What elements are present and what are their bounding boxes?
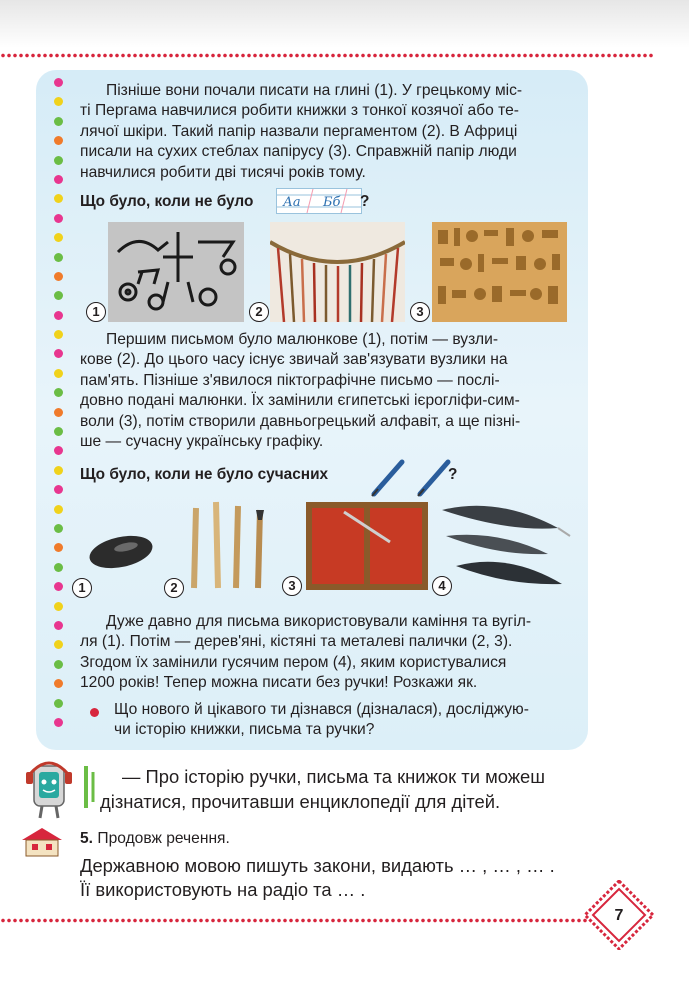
decorative-dot (54, 136, 63, 145)
exercise-text (80, 854, 555, 902)
para-line: Пізніше вони почали писати на глині (1). У грецькому міс- (106, 82, 523, 99)
copybook-icon (276, 188, 362, 214)
dot-column (54, 78, 66, 737)
exercise-number: 5. (80, 830, 94, 847)
decorative-dot (54, 427, 63, 436)
petroglyph-drawing (108, 222, 244, 322)
decorative-dot (54, 369, 63, 378)
page-number: 7 (614, 907, 624, 924)
heading-question-mark: ? (360, 193, 370, 210)
svg-text:Бб: Бб (323, 195, 341, 210)
decorative-dot (54, 446, 63, 455)
decorative-dot (54, 175, 63, 184)
para-line: ше — сучасну українську графіку. (80, 433, 324, 451)
sticks-image (182, 498, 272, 590)
decorative-dot (54, 253, 63, 262)
hieroglyphs-drawing (432, 222, 567, 322)
hieroglyphs-image (432, 222, 567, 322)
decorative-dot (54, 582, 63, 591)
decorative-dot (54, 466, 63, 475)
tip-text (100, 764, 545, 814)
petroglyph-image (108, 222, 244, 322)
pen-icon (368, 458, 408, 498)
stone-image (86, 530, 156, 572)
decorative-dot (54, 543, 63, 552)
image-number-2: 2 (249, 302, 269, 322)
decorative-dot (54, 679, 63, 688)
para-line: навчилися робити дві тисячі років тому. (80, 163, 366, 181)
decorative-dot (54, 156, 63, 165)
decorative-dot (54, 291, 63, 300)
exercise-instruction: Продовж речення. (97, 830, 230, 847)
decorative-dot (54, 311, 63, 320)
para-line: воли (3), потім створили давньогрецький алфавіт, а ще пізні- (80, 412, 521, 430)
image-number-4: 4 (432, 576, 452, 596)
decorative-dot (54, 408, 63, 417)
para-line: Згодом їх замінили гусячим пером (4), яким користувалися (80, 653, 507, 671)
para-line: Дуже давно для письма використовували каміння та вугіл- (106, 613, 532, 630)
decorative-dot (54, 330, 63, 339)
decorative-dot (54, 194, 63, 203)
image-number-1: 1 (72, 578, 92, 598)
para-line: довно подані малюнки. Їх замінили єгипетські ієрогліфи-сим- (80, 392, 520, 410)
decorative-dot (54, 699, 63, 708)
decorative-dot (54, 117, 63, 126)
para-line: ті Пергама навчилися робити книжки з тонкої козячої або те- (80, 102, 519, 120)
heading-question-mark: ? (448, 466, 458, 483)
decorative-dot (54, 233, 63, 242)
copybook-lines-icon (277, 189, 361, 213)
tip-line: дізнатися, прочитавши енциклопедії для дітей. (100, 791, 501, 812)
top-shade (0, 0, 689, 48)
image-number-3: 3 (282, 576, 302, 596)
house-icon (18, 826, 66, 858)
para-line: кове (2). До цього часу існує звичай зав'язувати вузлики на (80, 351, 508, 369)
svg-text:Аа: Аа (283, 195, 301, 210)
paragraph-writing-history (80, 330, 574, 452)
decorative-dot (54, 272, 63, 281)
green-bracket-icon (80, 764, 98, 810)
tip-line: — Про історію ручки, письма та книжок ти можеш (122, 766, 546, 787)
decorative-dot (54, 97, 63, 106)
robot-mascot-icon (22, 752, 78, 820)
decorative-dot (54, 660, 63, 669)
decorative-dot (54, 640, 63, 649)
decorative-dot (54, 524, 63, 533)
question-bullet (90, 708, 99, 717)
decorative-dot (54, 78, 63, 87)
para-line: лячої шкіри. Такий папір назвали пергаментом (2). В Африці (80, 122, 518, 140)
heading-text: Що було, коли не було сучасних (80, 466, 329, 483)
knot-beads-image (270, 222, 405, 322)
decorative-dot (54, 563, 63, 572)
exercise-line: Її використовують на радіо та … . (80, 879, 366, 900)
para-line: ля (1). Потім — дерев'яні, кістяні та металеві палички (2, 3). (80, 633, 513, 651)
decorative-dot (54, 214, 63, 223)
wax-tablet-image (304, 500, 430, 592)
para-line: 1200 років! Тепер можна писати без ручки! Розкажи як. (80, 674, 478, 692)
decorative-dot (54, 505, 63, 514)
knot-cords-drawing (270, 222, 405, 322)
heading-text: Що було, коли не було (80, 193, 254, 210)
para-line: Що нового й цікавого ти дізнався (дізналася), досліджую- (114, 701, 529, 718)
para-line: чи історію книжки, письма та ручки? (114, 721, 375, 739)
decorative-dot (54, 718, 63, 727)
image-number-1: 1 (86, 302, 106, 322)
feathers-image (438, 496, 572, 596)
image-number-3: 3 (410, 302, 430, 322)
exercise-line: Державною мовою пишуть закони, видають … , … , … . (80, 855, 555, 876)
exercise-header (80, 830, 230, 848)
top-ornament-border (0, 53, 655, 58)
para-line: писали на сухих стеблах папірусу (3). Справжній папір люди (80, 143, 517, 161)
paragraph-writing-tools (80, 612, 574, 694)
decorative-dot (54, 485, 63, 494)
decorative-dot (54, 349, 63, 358)
heading-pens (80, 466, 328, 484)
para-line: Першим письмом було малюнкове (1), потім — вузли- (106, 331, 499, 348)
image-number-2: 2 (164, 578, 184, 598)
decorative-dot (54, 621, 63, 630)
question-text (114, 700, 576, 741)
bottom-ornament-border (0, 918, 590, 923)
decorative-dot (54, 388, 63, 397)
decorative-dot (54, 602, 63, 611)
para-line: пам'ять. Пізніше з'явилося піктографічне письмо — послі- (80, 371, 500, 389)
wax-tablet-drawing (304, 500, 430, 592)
heading-letters (80, 193, 253, 211)
paragraph-writing-materials (80, 81, 574, 183)
